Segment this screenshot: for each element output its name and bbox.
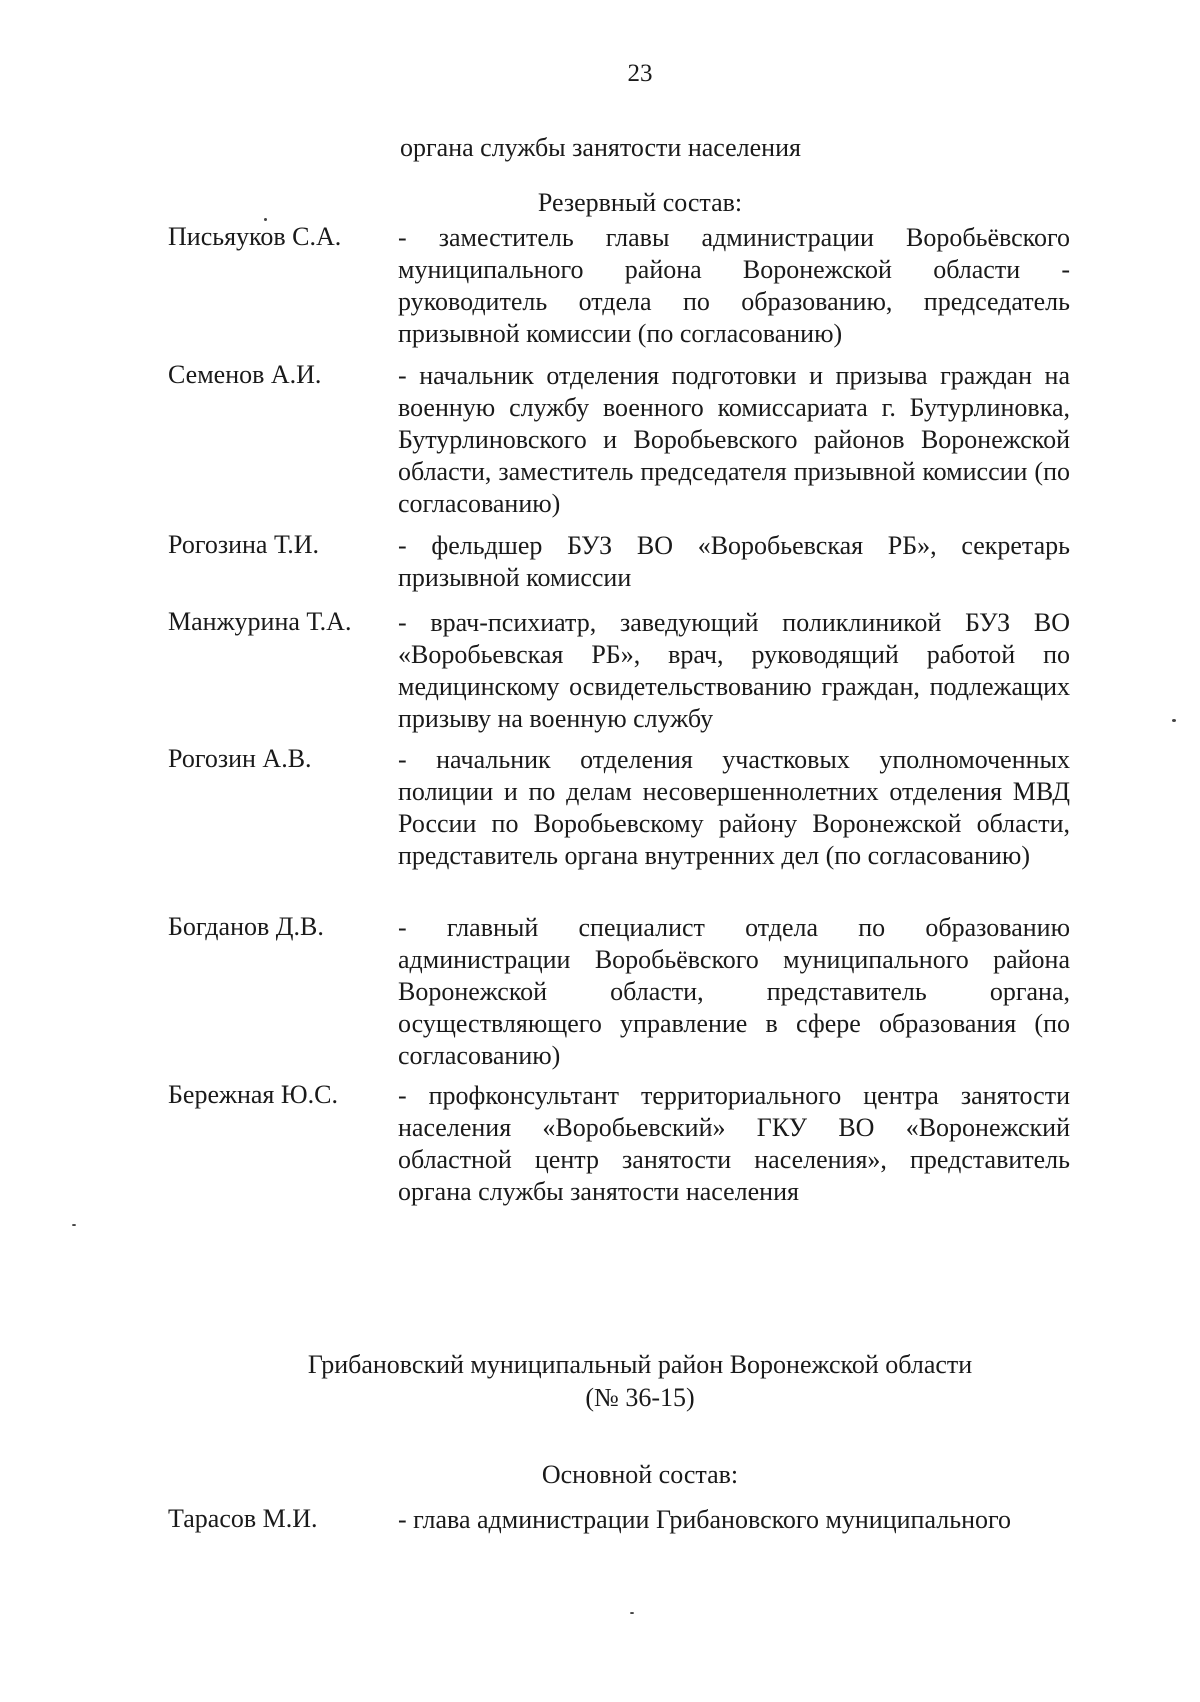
member-name: Тарасов М.И. — [168, 1504, 318, 1533]
district-heading — [180, 1348, 1100, 1414]
member-name: Письяуков С.А. — [168, 222, 342, 251]
member-role: - глава администрации Грибановского муниципального — [398, 1505, 1011, 1534]
scan-speck — [630, 1612, 634, 1614]
member-role: - фельдшер БУЗ ВО «Воробьевская РБ», секретарь призывной комиссии — [398, 531, 1070, 592]
district-number: (№ 36-15) — [585, 1383, 695, 1412]
scan-speck — [1172, 719, 1176, 722]
member-name: Бережная Ю.С. — [168, 1080, 338, 1109]
member-role: - начальник отделения подготовки и призыва граждан на военную службу военного комиссариата г. Бутурлиновка, Бутурлиновского и Воробьевского районов Воронежской области, заместитель председателя призывной комиссии (по согласованию) — [398, 361, 1070, 518]
member-role: - начальник отделения участковых уполномоченных полиции и по делам несовершеннолетних отделения МВД России по Воробьевскому району Воронежской области, представитель органа внутренних дел (по согласованию) — [398, 745, 1070, 870]
member-name: Манжурина Т.А. — [168, 607, 352, 636]
member-role: - врач-психиатр, заведующий поликлиникой БУЗ ВО «Воробьевская РБ», врач, руководящий работой по медицинскому освидетельствованию граждан, подлежащих призыву на военную службу — [398, 608, 1070, 733]
page-number: 23 — [627, 60, 653, 87]
reserve-composition-heading: Резервный состав: — [537, 188, 743, 217]
member-name: Рогозина Т.И. — [168, 530, 320, 559]
member-name: Рогозин А.В. — [168, 744, 312, 773]
main-composition-heading: Основной состав: — [541, 1460, 739, 1489]
member-role: - главный специалист отдела по образованию администрации Воробьёвского муниципального района Воронежской области, представитель органа, осуществляющего управление в сфере образования (по согласованию) — [398, 913, 1070, 1070]
scan-speck — [264, 218, 267, 221]
scan-speck — [72, 1224, 76, 1226]
member-role: - заместитель главы администрации Воробьёвского муниципального района Воронежской области - руководитель отдела по образованию, председатель призывной комиссии (по согласованию) — [398, 223, 1070, 348]
member-name: Семенов А.И. — [168, 360, 322, 389]
member-name: Богданов Д.В. — [168, 912, 324, 941]
district-title: Грибановский муниципальный район Воронежской области — [307, 1350, 973, 1379]
member-role: - профконсультант территориального центра занятости населения «Воробьевский» ГКУ ВО «Воронежский областной центр занятости населения», представитель органа службы занятости населения — [398, 1081, 1070, 1206]
continuation-line: органа службы занятости населения — [400, 133, 801, 162]
